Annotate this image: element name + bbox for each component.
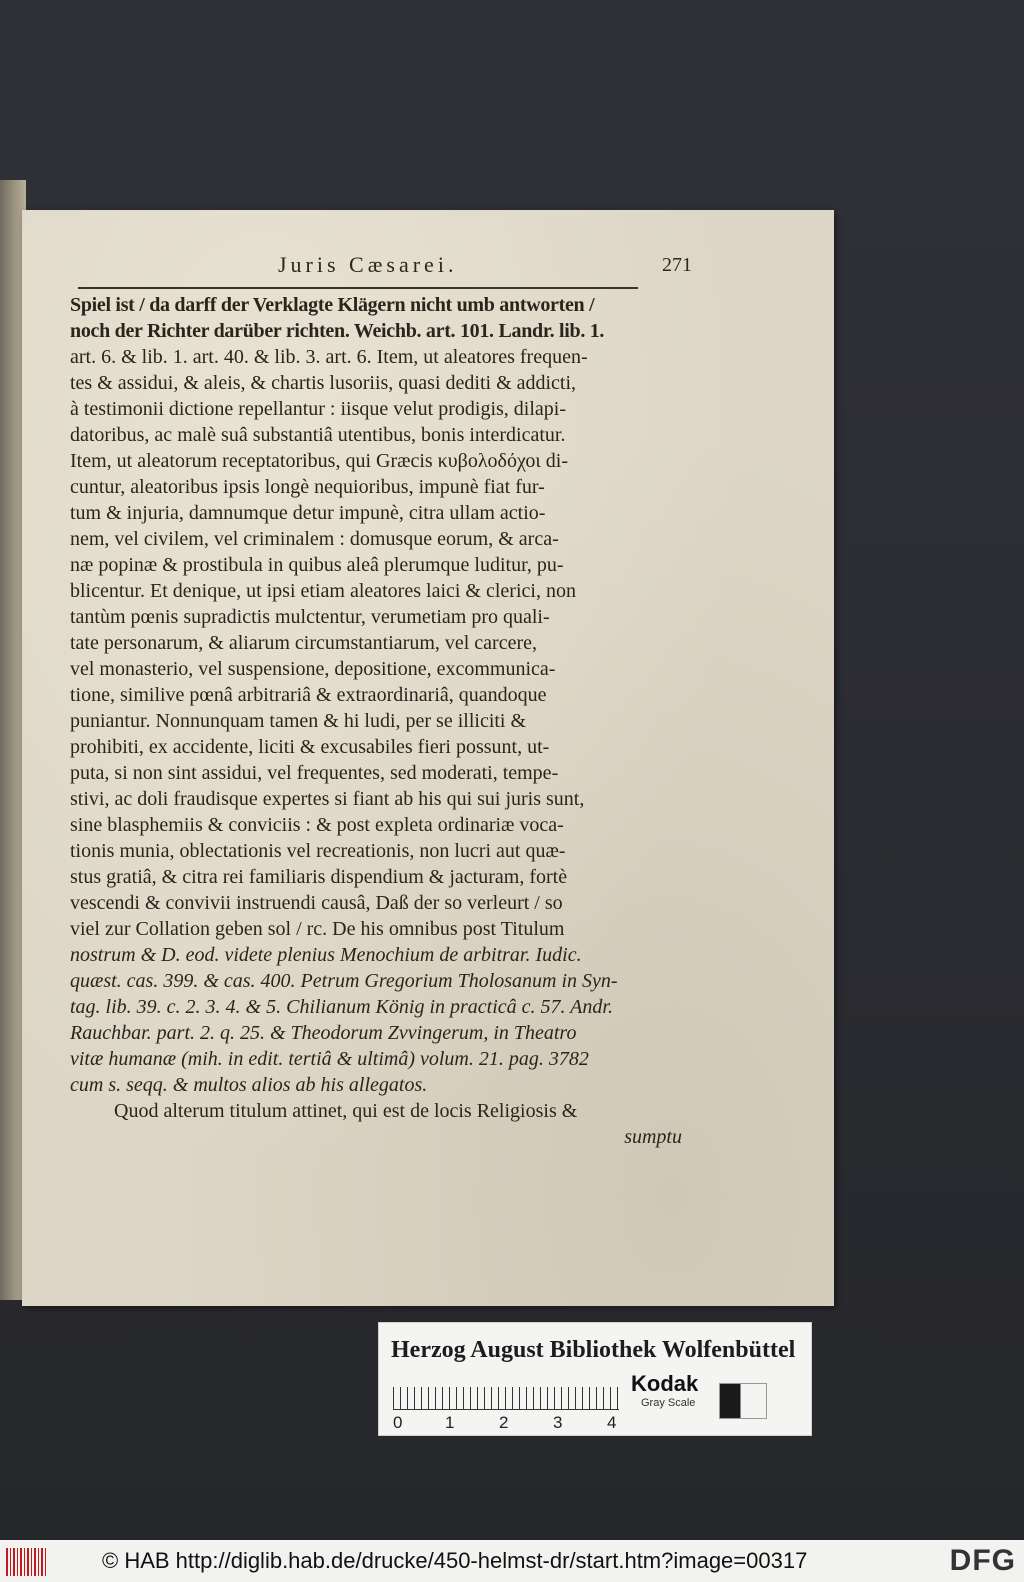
text-line: tate personarum, & aliarum circumstantiarum, vel carcere,: [70, 632, 538, 654]
catchword: sumptu: [624, 1126, 682, 1148]
text-line: à testimonii dictione repellantur : iisque velut prodigis, dilapi-: [70, 398, 567, 420]
scale-ruler: [393, 1375, 619, 1432]
text-line: næ popinæ & prostibula in quibus aleâ plerumque luditur, pu-: [70, 554, 564, 576]
ruler-number: 4: [607, 1413, 617, 1432]
text-line: datoribus, ac malè suâ substantiâ utentibus, bonis interdicatur.: [70, 424, 566, 446]
ruler-number: 0: [393, 1413, 403, 1432]
ruler-number: 3: [553, 1413, 563, 1432]
text-line: cuntur, aleatoribus ipsis longè nequioribus, impunè fiat fur-: [70, 476, 545, 498]
color-target-card: [378, 1322, 812, 1436]
text-line: tum & injuria, damnumque detur impunè, citra ullam actio-: [70, 502, 546, 524]
text-line: puniantur. Nonnunquam tamen & hi ludi, per se illiciti &: [70, 710, 527, 732]
text-line: blicentur. Et denique, ut ipsi etiam aleatores laici & clerici, non: [70, 580, 576, 602]
text-line: stivi, ac doli fraudisque expertes si fiant ab his qui sui juris sunt,: [70, 788, 585, 810]
text-line: vitæ humanæ (mih. in edit. tertiâ & ultimâ) volum. 21. pag. 3782: [70, 1048, 589, 1070]
ruler-number: 1: [445, 1413, 455, 1432]
kodak-logo: Kodak: [631, 1371, 699, 1396]
text-line: stus gratiâ, & citra rei familiaris dispendium & jacturam, fortè: [70, 866, 568, 888]
ruler-ticks: [393, 1375, 619, 1410]
text-line: noch der Richter darüber richten. Weichb. art. 101. Landr. lib. 1.: [70, 320, 605, 342]
body-text: [70, 292, 700, 1150]
book-page: [22, 210, 834, 1306]
text-line: vescendi & convivii instruendi causâ, Daß der so verleurt / so: [70, 892, 563, 914]
gray-patch: [719, 1383, 767, 1419]
page-header: [78, 250, 698, 284]
text-line: cum s. seqq. & multos alios ab his allegatos.: [70, 1074, 428, 1096]
library-name: Herzog August Bibliothek Wolfenbüttel: [391, 1337, 796, 1363]
text-line: Quod alterum titulum attinet, qui est de locis Religiosis &: [114, 1100, 578, 1122]
text-line: art. 6. & lib. 1. art. 40. & lib. 3. art. 6. Item, ut aleatores frequen-: [70, 346, 588, 368]
text-line: tag. lib. 39. c. 2. 3. 4. & 5. Chilianum König in practicâ c. 57. Andr.: [70, 996, 613, 1018]
text-line: tantùm pœnis supradictis mulctentur, verumetiam pro quali-: [70, 606, 550, 628]
ruler-number: 2: [499, 1413, 509, 1432]
text-line: quæst. cas. 399. & cas. 400. Petrum Gregorium Tholosanum in Syn-: [70, 970, 618, 992]
hab-barcode-icon: [6, 1548, 46, 1576]
footer-copyright[interactable]: © HAB http://diglib.hab.de/drucke/450-helmst-dr/start.htm?image=00317: [102, 1548, 808, 1573]
header-rule: [78, 287, 638, 289]
text-line: puta, si non sint assidui, vel frequentes, sed moderati, tempe-: [70, 762, 559, 784]
text-line: tione, similive pœnâ arbitrariâ & extraordinariâ, quandoque: [70, 684, 547, 706]
dfg-logo: DFG: [949, 1544, 1016, 1577]
text-line: Rauchbar. part. 2. q. 25. & Theodorum Zvvingerum, in Theatro: [70, 1022, 577, 1044]
text-line: Item, ut aleatorum receptatoribus, qui Græcis κυβολοδόχοι di-: [70, 450, 568, 472]
running-head: Juris Cæsarei.: [278, 252, 458, 277]
text-line: nem, vel civilem, vel criminalem : domusque eorum, & arca-: [70, 528, 559, 550]
footer-bar: [0, 1540, 1024, 1582]
text-line: prohibiti, ex accidente, liciti & excusabiles fieri possunt, ut-: [70, 736, 550, 758]
ruler-numbers: [393, 1413, 633, 1433]
page-number: 271: [662, 254, 692, 276]
text-line: tes & assidui, & aleis, & chartis lusoriis, quasi dediti & addicti,: [70, 372, 577, 394]
text-line: viel zur Collation geben sol / rc. De his omnibus post Titulum: [70, 918, 565, 940]
text-line: tionis munia, oblectationis vel recreationis, non lucri aut quæ-: [70, 840, 566, 862]
grayscale-label: Gray Scale: [641, 1397, 696, 1409]
text-line: Spiel ist / da darff der Verklagte Klägern nicht umb antworten /: [70, 294, 595, 316]
text-line: vel monasterio, vel suspensione, depositione, excommunica-: [70, 658, 556, 680]
text-line: nostrum & D. eod. videte plenius Menochium de arbitrar. Iudic.: [70, 944, 582, 966]
text-line: sine blasphemiis & conviciis : & post expleta ordinariæ voca-: [70, 814, 564, 836]
